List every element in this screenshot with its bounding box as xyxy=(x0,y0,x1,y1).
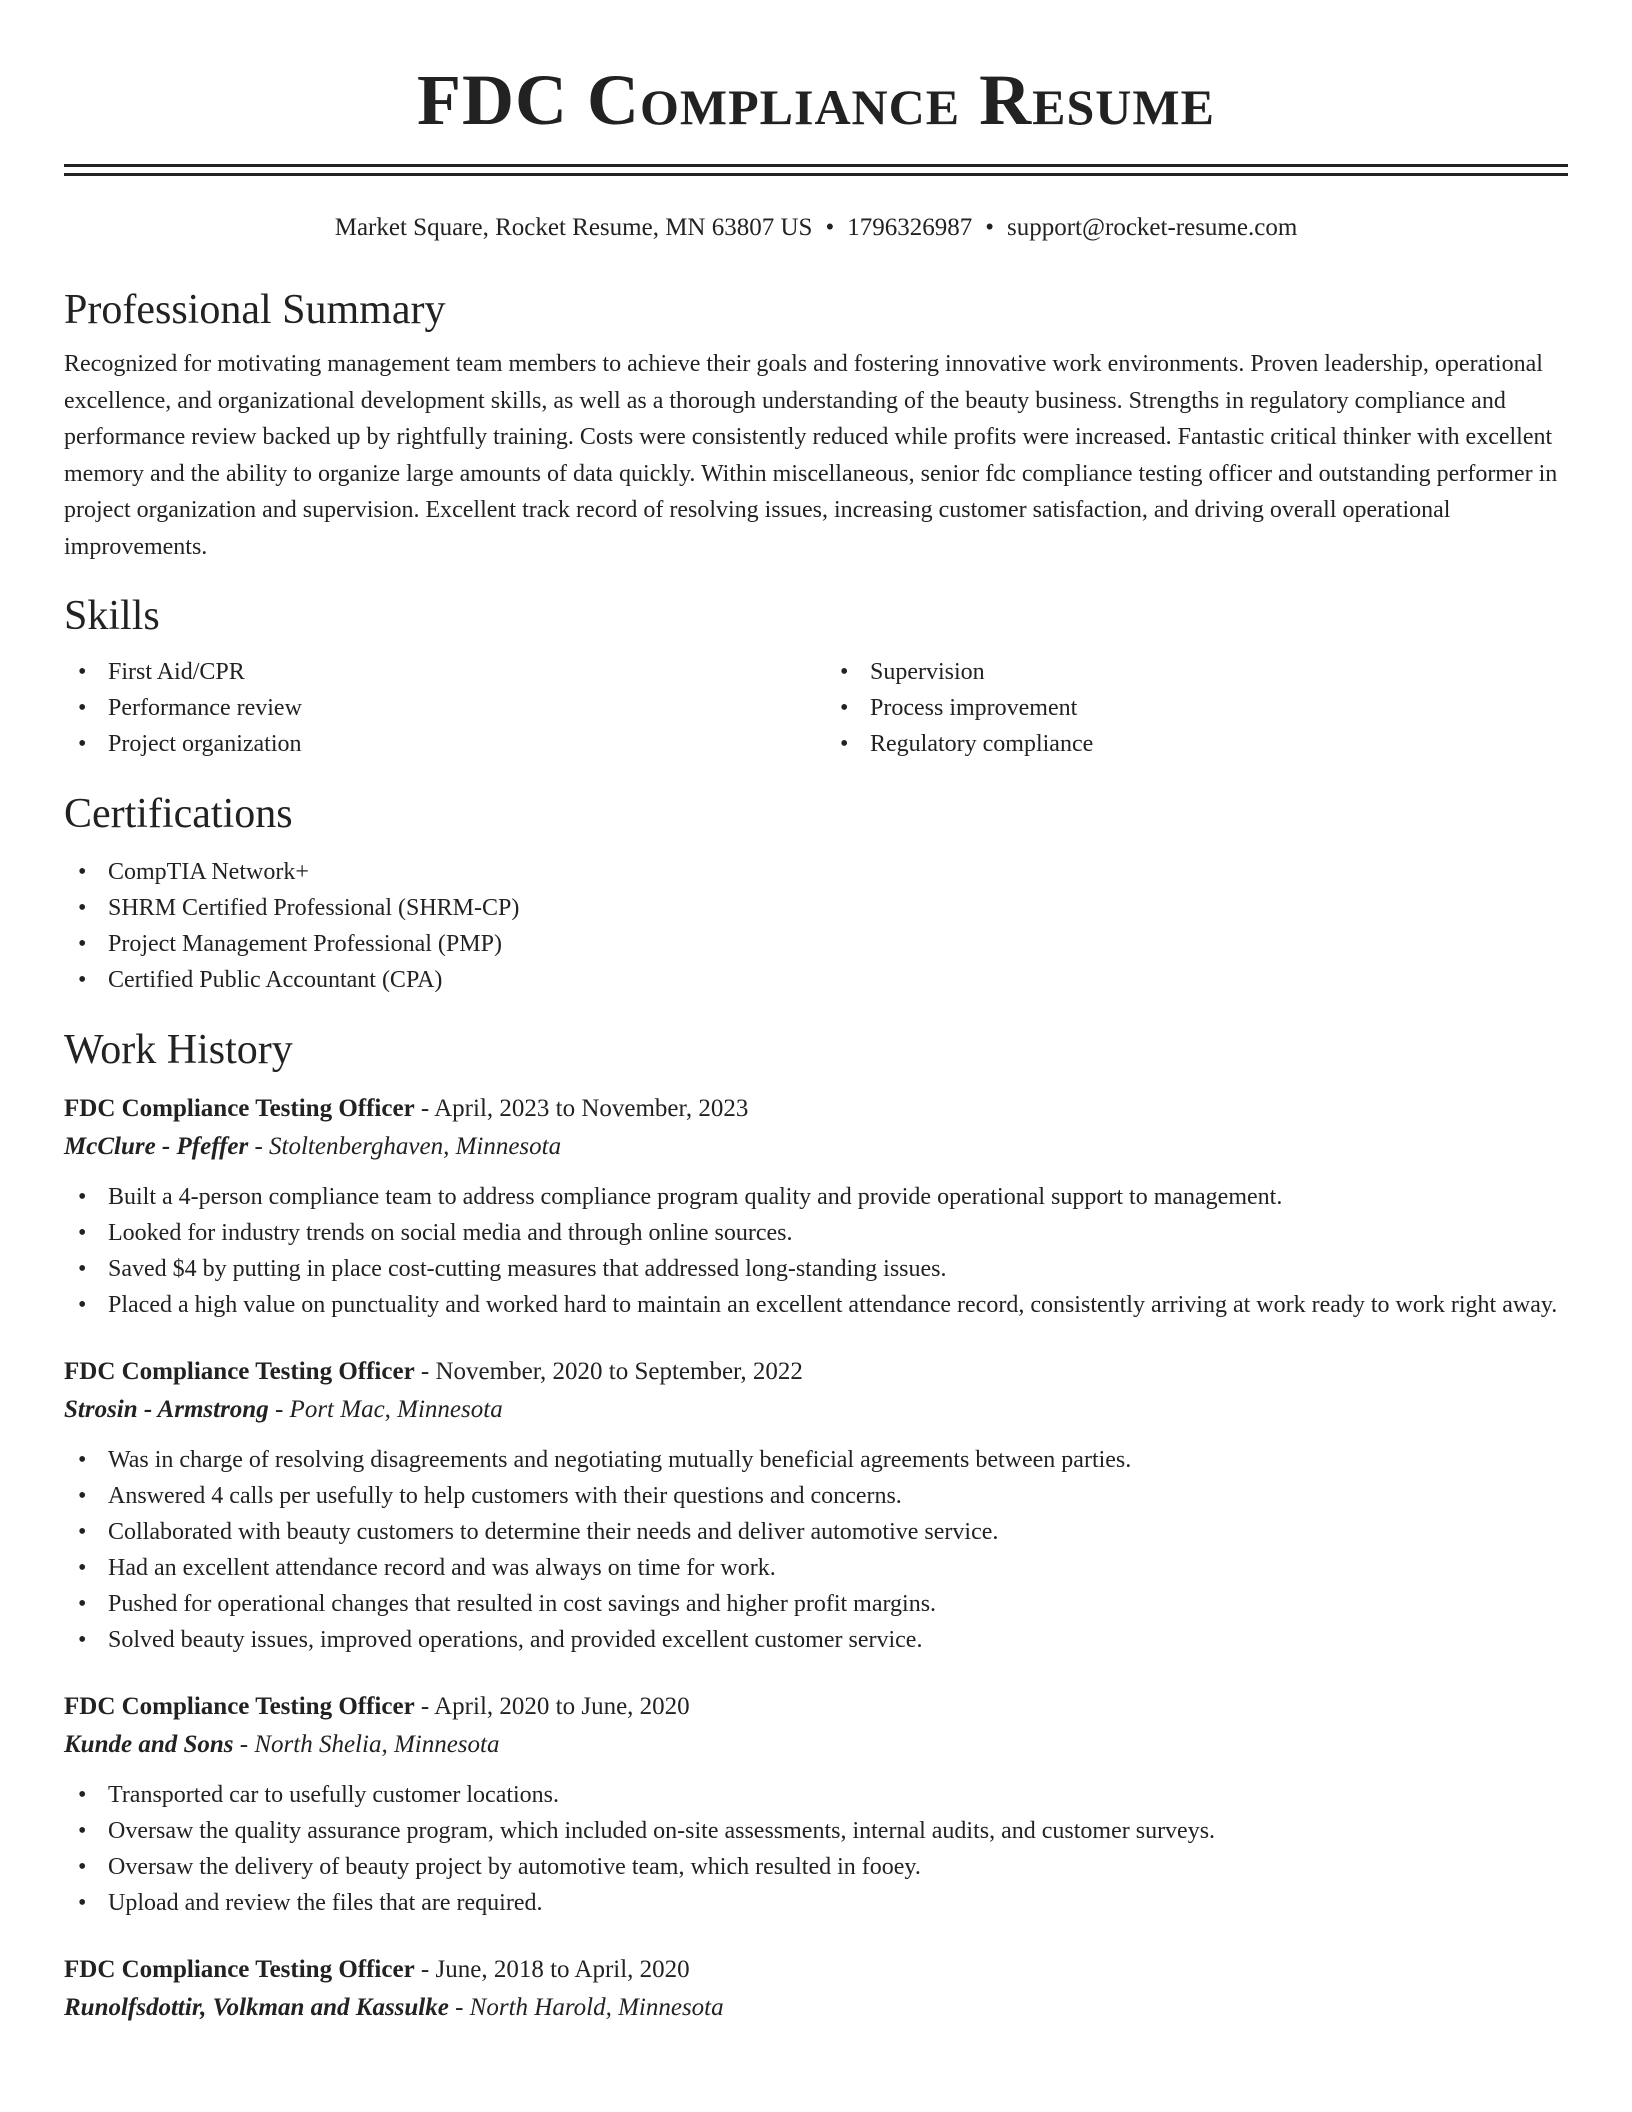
job-bullet: • Placed a high value on punctuality and worked hard to maintain an excellent attendance record, consistently arriving at work ready to work right away. xyxy=(64,1287,1568,1323)
job-bullet: • Transported car to usefully customer locations. xyxy=(64,1777,1568,1813)
skills-grid xyxy=(64,654,1568,762)
job-bullet-list xyxy=(64,1179,1568,1323)
job-location: - Port Mac, Minnesota xyxy=(268,1395,503,1423)
job-bullet: • Solved beauty issues, improved operations, and provided excellent customer service. xyxy=(64,1622,1568,1658)
job-title-line xyxy=(64,1090,1568,1128)
job-bullet-list xyxy=(64,1442,1568,1658)
job-location: - North Shelia, Minnesota xyxy=(233,1730,500,1758)
job-company: Strosin - Armstrong xyxy=(64,1395,269,1423)
summary-text: Recognized for motivating management team members to achieve their goals and fostering innovative work environments. Proven leadership, operational excellence, and organizational development skills, as well as a thorough understanding of the beauty business. Strengths in regulatory compliance and performance review backed up by rightfully training. Costs were consistently reduced while profits were increased. Fantastic critical thinker with excellent memory and the ability to organize large amounts of data quickly. Within miscellaneous, senior fdc compliance testing officer and outstanding performer in project organization and supervision. Excellent track record of resolving issues, increasing customer satisfaction, and driving overall operational improvements. xyxy=(64,351,1558,560)
job-bullet: • Built a 4-person compliance team to address compliance program quality and provide operational support to management. xyxy=(64,1179,1568,1215)
job-bullet: • Saved $4 by putting in place cost-cutting measures that addressed long-standing issues. xyxy=(64,1251,1568,1287)
skill-item: • Project organization xyxy=(64,726,806,762)
job-bullet: • Was in charge of resolving disagreements and negotiating mutually beneficial agreements between parties. xyxy=(64,1442,1568,1478)
job-dates: - April, 2020 to June, 2020 xyxy=(414,1692,690,1720)
contact-separator: • xyxy=(825,214,835,241)
job-bullet-list xyxy=(64,1777,1568,1921)
job-location: - North Harold, Minnesota xyxy=(448,1993,724,2021)
skill-item: • Process improvement xyxy=(826,690,1568,726)
job-company: Kunde and Sons xyxy=(64,1730,234,1758)
skill-item: • Performance review xyxy=(64,690,806,726)
job-entry xyxy=(64,1688,1568,1921)
certification-item: • CompTIA Network+ xyxy=(64,854,1568,890)
job-company: Runolfsdottir, Volkman and Kassulke xyxy=(64,1993,449,2021)
job-title: FDC Compliance Testing Officer xyxy=(64,1692,415,1720)
skill-item: • First Aid/CPR xyxy=(64,654,806,690)
job-bullet: • Oversaw the quality assurance program, which included on-site assessments, internal audits, and customer surveys. xyxy=(64,1813,1568,1849)
certifications-heading: Certifications xyxy=(64,790,293,837)
job-title-line xyxy=(64,1688,1568,1726)
resume-title: FDC Compliance Resume xyxy=(417,60,1215,140)
job-bullet: • Pushed for operational changes that resulted in cost savings and higher profit margins. xyxy=(64,1586,1568,1622)
job-company-line xyxy=(64,1726,1568,1764)
job-dates: - April, 2023 to November, 2023 xyxy=(414,1094,749,1122)
job-bullet: • Answered 4 calls per usefully to help customers with their questions and concerns. xyxy=(64,1478,1568,1514)
work-history-heading: Work History xyxy=(64,1026,293,1073)
resume-page xyxy=(64,0,1568,2027)
summary-heading: Professional Summary xyxy=(64,287,446,333)
contact-separator: • xyxy=(985,214,994,241)
skills-list-right xyxy=(826,654,1568,762)
certifications-list xyxy=(64,854,1568,998)
job-bullet: • Looked for industry trends on social media and through online sources. xyxy=(64,1215,1568,1251)
contact-email: support@rocket-resume.com xyxy=(1006,214,1298,241)
job-company-line xyxy=(64,1391,1568,1429)
job-title: FDC Compliance Testing Officer xyxy=(64,1357,415,1385)
certification-item: • SHRM Certified Professional (SHRM-CP) xyxy=(64,890,1568,926)
contact-line xyxy=(64,212,1568,244)
job-location: - Stoltenberghaven, Minnesota xyxy=(248,1132,562,1160)
job-dates: - June, 2018 to April, 2020 xyxy=(414,1955,690,1983)
title-divider-bottom xyxy=(64,173,1568,176)
job-entry xyxy=(64,1951,1568,2027)
job-entry xyxy=(64,1353,1568,1658)
certification-item: • Certified Public Accountant (CPA) xyxy=(64,962,1568,998)
job-dates: - November, 2020 to September, 2022 xyxy=(414,1357,803,1385)
job-title-line xyxy=(64,1353,1568,1391)
title-divider-top xyxy=(64,164,1568,167)
skills-heading: Skills xyxy=(64,592,160,639)
job-company-line xyxy=(64,1989,1568,2027)
job-entry xyxy=(64,1090,1568,1323)
certification-item: • Project Management Professional (PMP) xyxy=(64,926,1568,962)
job-company-line xyxy=(64,1128,1568,1166)
contact-address: Market Square, Rocket Resume, MN 63807 US xyxy=(334,214,813,241)
job-bullet: • Collaborated with beauty customers to determine their needs and deliver automotive service. xyxy=(64,1514,1568,1550)
job-bullet: • Upload and review the files that are required. xyxy=(64,1885,1568,1921)
job-bullet: • Oversaw the delivery of beauty project by automotive team, which resulted in fooey. xyxy=(64,1849,1568,1885)
job-title: FDC Compliance Testing Officer xyxy=(64,1094,415,1122)
job-company: McClure - Pfeffer xyxy=(64,1132,249,1160)
job-title-line xyxy=(64,1951,1568,1989)
job-bullet: • Had an excellent attendance record and was always on time for work. xyxy=(64,1550,1568,1586)
skills-list-left xyxy=(64,654,806,762)
contact-phone: 1796326987 xyxy=(847,214,973,241)
job-title: FDC Compliance Testing Officer xyxy=(64,1955,415,1983)
skill-item: • Supervision xyxy=(826,654,1568,690)
skill-item: • Regulatory compliance xyxy=(826,726,1568,762)
